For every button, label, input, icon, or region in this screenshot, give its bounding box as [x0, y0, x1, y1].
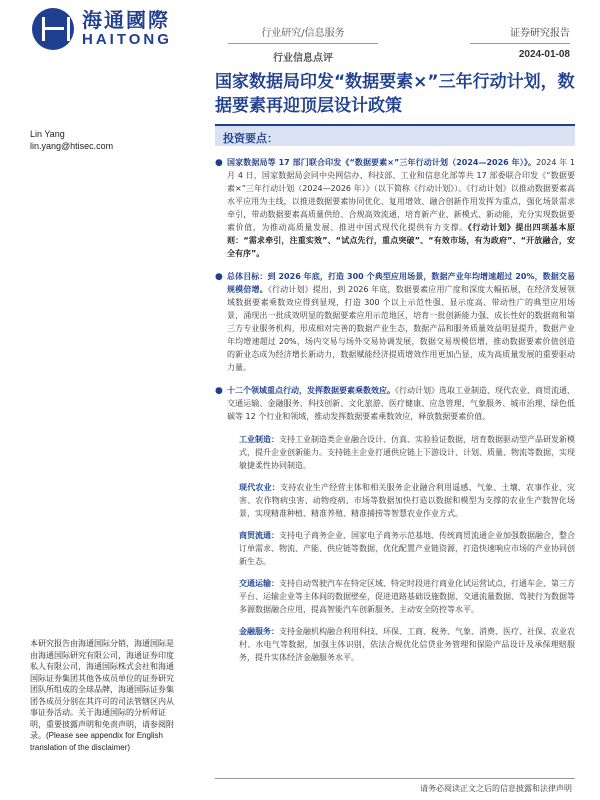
bullet-body: 《行动计划》提出，到 2026 年底，数据要素应用广度和深度大幅拓展，在经济发展领域数据要素乘数效应得到显现，打造 300 个以上示范性强、显示度高、带动性广的典型应用场景，涌现出一批成效明显的数据要素应用示范地区，培育一批创新能力强、成长性好的数据商和第三方专业服务机构，形成相对完善的数据产业生态，数据产品和服务质量效益明显提升，数据产业年均增速超过 20%，场内交易与场外交易协调发展，数据交易规模倍增，推动数据要素价值创造的新业态成为经济增长新动力，数据赋能经济提质增效作用更加凸显，成为高质量发展的重要驱动力量。	[227, 285, 576, 372]
category-label: 行业研究/信息服务	[228, 24, 378, 44]
bullet-dot-icon: ●	[215, 158, 223, 168]
analyst-name: Lin Yang	[30, 129, 65, 139]
sector-body: 支持电子商务企业、国家电子商务示范基地、传统商贸流通企业加强数据融合，整合订单需求、物流、产能、供应链等数据，优化配置产业链资源，打造快速响应市场的产业协同创新生态。	[239, 531, 575, 566]
report-type-label: 证券研究报告	[470, 24, 570, 44]
bullet-dot-icon: ●	[215, 272, 223, 282]
analyst-email: lin.yang@htisec.com	[30, 141, 114, 151]
footer-divider	[215, 778, 575, 779]
section-heading-investment-points: 投资要点：	[215, 124, 575, 146]
sector-heading: 金融服务：	[239, 627, 279, 636]
sector-body: 支持自动驾驶汽车在特定区域、特定时段进行商业化试运营试点，打通车企、第三方平台、运输企业等主体间的数据壁垒，促进道路基础设施数据、交通流量数据、驾驶行为数据等多源数据融合应用，提高智能汽车创新服务、主动安全防控等水平。	[239, 579, 575, 614]
sector-heading: 工业制造：	[239, 435, 279, 444]
sector-item-transport	[215, 577, 575, 616]
page-header	[0, 0, 600, 64]
bullet-lead: 总体目标：到 2026 年底，打造 300 个典型应用场景，数据产业年均增速超过 20%，数据交易规模倍增。	[227, 272, 575, 294]
bullet-lead: 国家数据局等 17 部门联合印发《“数据要素×”三年行动计划（2024—2026 年）》。	[227, 158, 537, 167]
logo-cn-text: 海通國際	[82, 8, 170, 32]
sector-item-agriculture	[215, 481, 575, 520]
sector-body: 支持工业制造类企业融合设计、仿真、实验验证数据，培育数据驱动型产品研发新模式，提升企业创新能力。支持链主企业打通供应链上下游设计、计划、质量、物流等数据，实现敏捷柔性协同制造。	[239, 435, 575, 470]
disclaimer-en: (Please see appendix for English translation of the disclaimer)	[30, 731, 163, 752]
disclaimer-cn: 本研究报告由海通国际分销，海通国际是由海通国际研究有限公司，海通证券印度私人有限公司，海通国际株式会社和海通国际证券集团其他各成员单位的证券研究团队所组成的全球品牌，海通国际证券集团各成员分别在其许可的司法管辖区内从事证券活动。关于海通国际的分析师证明，重要披露声明和免责声明，请参阅附录。	[30, 639, 174, 740]
analyst-info	[30, 128, 113, 152]
footer-notice: 请务必阅读正文之后的信息披露和法律声明	[420, 784, 572, 793]
bullet-strong: 《行动计划》提出四项基本原则：“需求牵引，注重实效”、“试点先行，重点突破”、“有效市场，有为政府”、“开放融合，安全有序”。	[227, 223, 575, 258]
bullet-lead: 十二个领域重点行动，发挥数据要素乘数效应。	[227, 386, 395, 395]
sector-heading: 交通运输：	[239, 579, 279, 588]
bullet-dot-icon: ●	[215, 386, 223, 396]
sector-item-finance	[215, 625, 575, 664]
subcategory-label: 行业信息点评	[273, 53, 333, 64]
haitong-logo	[32, 8, 172, 50]
bullet-item	[215, 156, 575, 260]
report-title: 国家数据局印发“数据要素×”三年行动计划，数据要素再迎顶层设计政策	[215, 72, 575, 116]
sector-item-commerce	[215, 529, 575, 568]
distribution-disclaimer	[30, 638, 180, 753]
sector-body: 支持农业生产经营主体和相关服务企业融合利用遥感、气象、土壤、农事作业、灾害、农作物病虫害、动物疫病、市场等数据加快打造以数据和模型为支撑的农业生产数智化场景，实现精准种植、精准养殖、精准捕捞等智慧农业作业方式。	[239, 483, 575, 518]
bullet-item	[215, 270, 575, 374]
sector-heading: 商贸流通：	[239, 531, 279, 540]
sector-body: 支持金融机构融合利用科技、环保、工商、税务、气象、消费、医疗、社保、农业农村、水电气等数据，加强主体识别，依法合规优化信贷业务管理和保险产品设计及承保理赔服务，提升实体经济金融服务水平。	[239, 627, 575, 662]
bullet-body: 《行动计划》选取工业制造、现代农业、商贸流通、交通运输、金融服务、科技创新、文化旅游、医疗健康、应急管理、气象服务、城市治理、绿色低碳等 12 个行业和领域，推动发挥数据要素乘数效应，释放数据要素价值。	[227, 386, 575, 421]
report-date: 2024-01-08	[518, 49, 570, 60]
bullet-item	[215, 384, 575, 423]
report-meta	[470, 24, 570, 60]
report-category	[228, 24, 378, 64]
bullet-body: 2024 年 1 月 4 日，国家数据局会同中央网信办、科技部、工业和信息化部等共 17 部委联合印发《“数据要素×”三年行动计划（2024—2026 年）》（以下简称《行动计划》）。《行动计划》以推动数据要素高水平应用为主线，以推进数据要素协同优化、复用增效、融合创新作用发挥为重点，强化场景需求牵引，带动数据要素高质量供给、合规高效流通，培育新产业、新模式、新动能，充分实现数据要素价值，为推动高质量发展、推进中国式现代化提供有力支撑。	[227, 158, 575, 232]
logo-en-text: HAITONG	[82, 31, 172, 48]
sector-item-industry	[215, 433, 575, 472]
sector-heading: 现代农业：	[239, 483, 280, 492]
main-content	[215, 124, 575, 673]
haitong-logo-icon	[32, 8, 74, 50]
